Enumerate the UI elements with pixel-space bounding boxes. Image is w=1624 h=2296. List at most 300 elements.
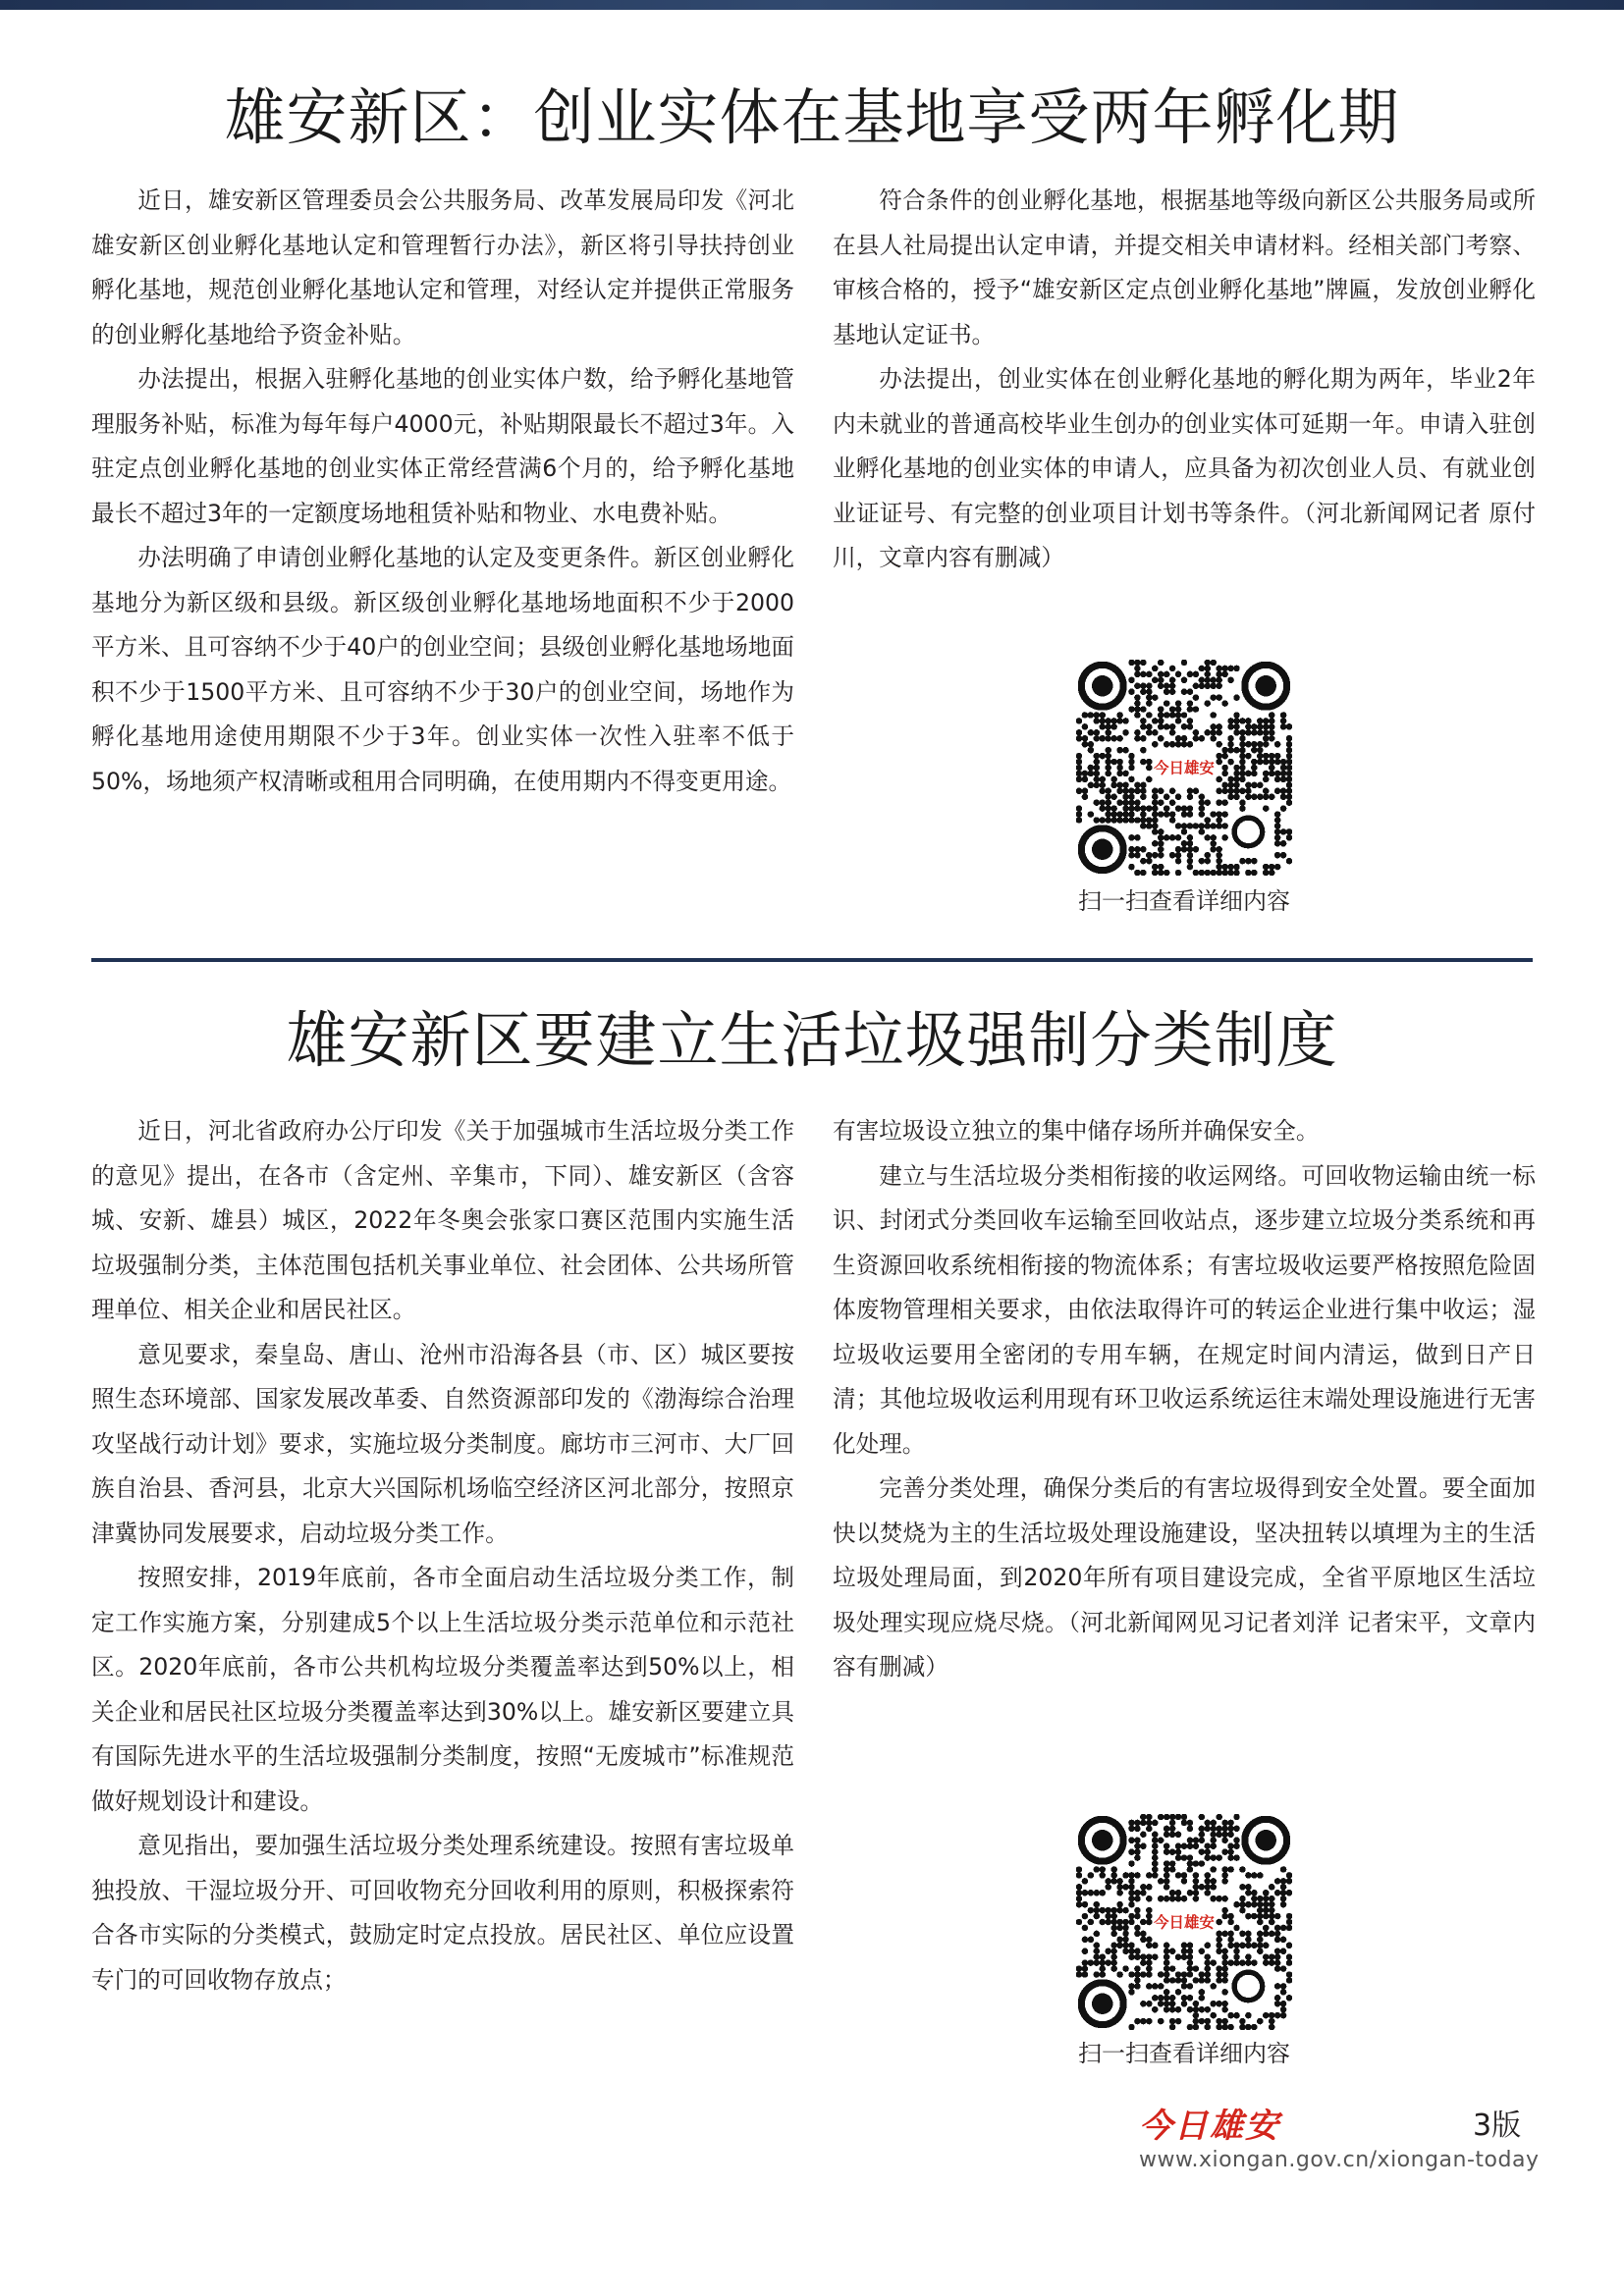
qr-module — [1140, 706, 1147, 713]
qr-module — [1205, 1872, 1212, 1879]
qr-module — [1263, 741, 1270, 748]
qr-module — [1216, 741, 1222, 748]
qr-module — [1239, 1943, 1246, 1949]
qr-module — [1088, 729, 1095, 736]
qr-module — [1169, 817, 1176, 824]
qr-module — [1116, 782, 1123, 789]
qr-module — [1210, 712, 1217, 719]
qr-module — [1128, 1971, 1135, 1978]
qr-module — [1169, 666, 1176, 672]
qr-module — [1128, 834, 1135, 841]
qr-module — [1164, 1884, 1170, 1891]
qr-module — [1099, 1907, 1106, 1914]
qr-module — [1233, 788, 1240, 795]
qr-module — [1128, 793, 1135, 800]
qr-module — [1082, 1913, 1089, 1920]
qr-module — [1263, 753, 1270, 760]
qr-module — [1286, 1890, 1292, 1896]
qr-module — [1216, 1931, 1222, 1938]
qr-module — [1134, 1948, 1141, 1954]
qr-module — [1110, 1866, 1117, 1873]
qr-module — [1193, 2018, 1200, 2025]
qr-module — [1187, 1842, 1194, 1849]
qr-module — [1158, 834, 1164, 841]
qr-module — [1274, 811, 1281, 818]
qr-module — [1257, 1913, 1264, 1920]
qr-module — [1187, 823, 1194, 829]
qr-module — [1227, 1931, 1234, 1938]
qr-module — [1082, 712, 1089, 719]
qr-module — [1076, 805, 1082, 812]
qr-module — [1216, 817, 1222, 824]
qr-module — [1152, 870, 1159, 876]
qr-module — [1122, 1919, 1129, 1926]
qr-module — [1164, 682, 1170, 689]
qr-module — [1175, 2018, 1182, 2025]
qr-module — [1134, 852, 1141, 859]
qr-module — [1205, 2018, 1212, 2025]
qr-module — [1286, 1971, 1292, 1978]
qr-alignment-mark — [1234, 1972, 1263, 2001]
qr-module — [1164, 1965, 1170, 1972]
qr-module — [1134, 671, 1141, 678]
qr-module — [1193, 1965, 1200, 1972]
qr-module — [1128, 1848, 1135, 1855]
qr-module — [1169, 1820, 1176, 1827]
qr-module — [1134, 1848, 1141, 1855]
qr-module — [1263, 723, 1270, 730]
qr-module — [1169, 1995, 1176, 2002]
qr-module — [1193, 1890, 1200, 1896]
qr-module — [1199, 828, 1206, 835]
qr-module — [1199, 1832, 1206, 1839]
qr-module — [1216, 753, 1222, 760]
qr-module — [1140, 788, 1147, 795]
qr-module — [1169, 1814, 1176, 1820]
qr-module — [1245, 782, 1252, 789]
qr-module — [1280, 840, 1287, 847]
qr-code-2[interactable] — [1076, 1814, 1292, 2030]
qr-module — [1227, 741, 1234, 748]
qr-module — [1169, 788, 1176, 795]
qr-module — [1263, 735, 1270, 742]
qr-module — [1158, 870, 1164, 876]
qr-module — [1274, 817, 1281, 824]
qr-module — [1094, 799, 1101, 806]
qr-module — [1164, 671, 1170, 678]
qr-module — [1216, 2018, 1222, 2025]
qr-module — [1245, 793, 1252, 800]
qr-module — [1227, 1866, 1234, 1873]
qr-module — [1088, 771, 1095, 777]
qr-module — [1269, 1884, 1275, 1891]
qr-module — [1227, 723, 1234, 730]
qr-module — [1205, 1854, 1212, 1861]
qr-module — [1169, 1977, 1176, 1984]
qr-module — [1233, 1901, 1240, 1908]
qr-module — [1263, 1907, 1270, 1914]
qr-module — [1105, 729, 1111, 736]
qr-module — [1152, 694, 1159, 701]
qr-module — [1094, 1959, 1101, 1966]
qr-module — [1105, 1959, 1111, 1966]
qr-module — [1205, 858, 1212, 865]
qr-module — [1181, 1948, 1188, 1954]
qr-module — [1128, 1948, 1135, 1954]
qr-module — [1152, 811, 1159, 818]
qr-module — [1116, 1925, 1123, 1932]
qr-module — [1134, 1890, 1141, 1896]
qr-module — [1216, 1814, 1222, 1820]
qr-module — [1199, 682, 1206, 689]
qr-module — [1169, 712, 1176, 719]
qr-module — [1105, 771, 1111, 777]
qr-module — [1245, 1884, 1252, 1891]
qr-module — [1221, 1948, 1228, 1954]
qr-module — [1193, 846, 1200, 853]
qr-module — [1210, 735, 1217, 742]
qr-module — [1286, 735, 1292, 742]
qr-module — [1116, 765, 1123, 772]
qr-module — [1164, 741, 1170, 748]
qr-module — [1216, 671, 1222, 678]
qr-module — [1140, 1937, 1147, 1944]
qr-module — [1146, 805, 1153, 812]
qr-module — [1169, 1848, 1176, 1855]
qr-module — [1269, 793, 1275, 800]
qr-module — [1199, 1995, 1206, 2002]
qr-module — [1245, 1953, 1252, 1960]
qr-module — [1128, 799, 1135, 806]
qr-module — [1094, 753, 1101, 760]
qr-module — [1205, 1848, 1212, 1855]
qr-module — [1158, 788, 1164, 795]
qr-module — [1251, 1913, 1258, 1920]
qr-module — [1257, 1943, 1264, 1949]
qr-module — [1140, 1959, 1147, 1966]
qr-module — [1269, 735, 1275, 742]
qr-module — [1146, 1884, 1153, 1891]
qr-module — [1263, 759, 1270, 766]
qr-module — [1187, 1959, 1194, 1966]
qr-module — [1269, 1919, 1275, 1926]
qr-module — [1158, 852, 1164, 859]
qr-module — [1128, 1837, 1135, 1843]
qr-module — [1269, 870, 1275, 876]
qr-module — [1082, 1878, 1089, 1885]
qr-module — [1164, 1872, 1170, 1879]
qr-module — [1116, 771, 1123, 777]
qr-module — [1221, 782, 1228, 789]
qr-module — [1193, 823, 1200, 829]
qr-module — [1187, 688, 1194, 695]
article1-paragraph: 办法提出，创业实体在创业孵化基地的孵化期为两年，毕业2年内未就业的普通高校毕业生创办的创业实体可延期一年。申请入驻创业孵化基地的创业实体的申请人，应具备为初次创业人员、有就业创业证证号、有完整的创业项目计划书等条件。（河北新闻网记者 原付川，文章内容有删减） — [833, 365, 1536, 571]
qr-module — [1199, 858, 1206, 865]
qr-module — [1152, 1854, 1159, 1861]
qr-module — [1152, 799, 1159, 806]
qr-module — [1274, 864, 1281, 871]
qr-module — [1164, 1878, 1170, 1885]
qr-module — [1199, 1989, 1206, 1996]
qr-module — [1221, 1848, 1228, 1855]
qr-module — [1274, 1878, 1281, 1885]
qr-module — [1164, 811, 1170, 818]
qr-module — [1216, 870, 1222, 876]
qr-module — [1286, 788, 1292, 795]
qr-module — [1082, 1937, 1089, 1944]
qr-module — [1210, 846, 1217, 853]
qr-module — [1181, 1995, 1188, 2002]
qr-module — [1122, 817, 1129, 824]
qr-module — [1076, 771, 1082, 777]
qr-module — [1146, 712, 1153, 719]
qr-module — [1164, 1995, 1170, 2002]
qr-module — [1221, 1820, 1228, 1827]
qr-module — [1269, 712, 1275, 719]
qr-module — [1274, 2012, 1281, 2019]
qr-module — [1210, 1896, 1217, 1902]
qr-module — [1216, 858, 1222, 865]
qr-module — [1169, 2001, 1176, 2007]
qr-module — [1094, 1907, 1101, 1914]
qr-module — [1274, 776, 1281, 783]
qr-module — [1140, 858, 1147, 865]
qr-module — [1187, 671, 1194, 678]
qr-module — [1216, 864, 1222, 871]
qr-module — [1181, 1896, 1188, 1902]
qr-module — [1134, 799, 1141, 806]
qr-module — [1257, 723, 1264, 730]
qr-module — [1169, 834, 1176, 841]
qr-module — [1116, 1884, 1123, 1891]
qr-module — [1152, 793, 1159, 800]
qr-module — [1227, 1959, 1234, 1966]
qr-module — [1257, 793, 1264, 800]
qr-module — [1140, 782, 1147, 789]
qr-module — [1082, 741, 1089, 748]
qr-module — [1193, 1860, 1200, 1867]
qr-module — [1221, 1826, 1228, 1833]
qr-module — [1269, 1913, 1275, 1920]
article2-headline: 雄安新区要建立生活垃圾强制分类制度 — [286, 1004, 1338, 1076]
qr-module — [1227, 747, 1234, 754]
qr-module — [1158, 811, 1164, 818]
qr-module — [1076, 1896, 1082, 1902]
qr-module — [1239, 1866, 1246, 1873]
qr-module — [1233, 782, 1240, 789]
qr-module — [1239, 771, 1246, 777]
qr-module — [1099, 1872, 1106, 1879]
qr-finder-dot — [1092, 839, 1112, 860]
qr-module — [1175, 1832, 1182, 1839]
qr-module — [1245, 858, 1252, 865]
qr-module — [1099, 1866, 1106, 1873]
qr-module — [1134, 700, 1141, 707]
qr-module — [1164, 1896, 1170, 1902]
qr-module — [1205, 1878, 1212, 1885]
qr-module — [1146, 776, 1153, 783]
qr-module — [1175, 1971, 1182, 1978]
qr-module — [1116, 712, 1123, 719]
qr-module — [1099, 817, 1106, 824]
qr-module — [1216, 2024, 1222, 2030]
qr-module — [1175, 2006, 1182, 2013]
qr-module — [1193, 735, 1200, 742]
qr-module — [1233, 1854, 1240, 1861]
qr-module — [1216, 1832, 1222, 1839]
qr-module — [1274, 753, 1281, 760]
qr-code-1[interactable] — [1076, 660, 1292, 876]
qr-module — [1187, 852, 1194, 859]
qr-module — [1134, 1977, 1141, 1984]
qr-module — [1205, 1959, 1212, 1966]
qr-module — [1269, 765, 1275, 772]
qr-module — [1105, 811, 1111, 818]
qr-module — [1175, 805, 1182, 812]
qr-module — [1152, 1983, 1159, 1990]
footer-url[interactable]: www.xiongan.gov.cn/xiongan-today — [1139, 2148, 1540, 2172]
qr-module — [1205, 852, 1212, 859]
qr-module — [1233, 2012, 1240, 2019]
qr-module — [1110, 1919, 1117, 1926]
qr-module — [1257, 1931, 1264, 1938]
qr-module — [1251, 858, 1258, 865]
qr-module — [1146, 1943, 1153, 1949]
qr-module — [1210, 729, 1217, 736]
qr-module — [1286, 741, 1292, 748]
qr-module — [1158, 1837, 1164, 1843]
qr-module — [1205, 671, 1212, 678]
qr-module — [1158, 1995, 1164, 2002]
qr-module — [1227, 1832, 1234, 1839]
qr-module — [1099, 1890, 1106, 1896]
qr-module — [1105, 759, 1111, 766]
qr-module — [1152, 1848, 1159, 1855]
qr-module — [1169, 1896, 1176, 1902]
qr-module — [1280, 765, 1287, 772]
qr-module — [1128, 688, 1135, 695]
qr-module — [1169, 1826, 1176, 1833]
qr-module — [1110, 1907, 1117, 1914]
qr-module — [1146, 1814, 1153, 1820]
qr-module — [1094, 771, 1101, 777]
qr-module — [1088, 712, 1095, 719]
qr-module — [1122, 718, 1129, 724]
qr-module — [1199, 799, 1206, 806]
qr-module — [1280, 805, 1287, 812]
qr-module — [1076, 788, 1082, 795]
qr-module — [1076, 759, 1082, 766]
qr-module — [1076, 1872, 1082, 1879]
qr-module — [1233, 864, 1240, 871]
qr-module — [1152, 1820, 1159, 1827]
qr-module — [1146, 688, 1153, 695]
qr-module — [1116, 817, 1123, 824]
qr-module — [1082, 1925, 1089, 1932]
qr-module — [1099, 753, 1106, 760]
qr-module — [1227, 1943, 1234, 1949]
qr-module — [1140, 747, 1147, 754]
qr-module — [1082, 776, 1089, 783]
qr-module — [1152, 817, 1159, 824]
qr-module — [1076, 1965, 1082, 1972]
article1-paragraph: 办法明确了申请创业孵化基地的认定及变更条件。新区创业孵化基地分为新区级和县级。新区级创业孵化基地场地面积不少于2000平方米、且可容纳不少于40户的创业空间；县级创业孵化基地场地面积不少于1500平方米、且可容纳不少于30户的创业空间，场地作为孵化基地用途使用期限不少于3年。创业实体一次性入驻率不低于50%，场地须产权清晰或租用合同明确，在使用期内不得变更用途。 — [91, 544, 794, 795]
qr-module — [1128, 776, 1135, 783]
qr-module — [1152, 864, 1159, 871]
qr-module — [1187, 1854, 1194, 1861]
qr-module — [1216, 846, 1222, 853]
qr-module — [1245, 1931, 1252, 1938]
qr-module — [1239, 1959, 1246, 1966]
qr-module — [1146, 1965, 1153, 1972]
qr-module — [1076, 1919, 1082, 1926]
qr-module — [1099, 1919, 1106, 1926]
qr-module — [1274, 1913, 1281, 1920]
qr-module — [1221, 2006, 1228, 2013]
qr-module — [1205, 1953, 1212, 1960]
qr-module — [1140, 1832, 1147, 1839]
qr-module — [1205, 700, 1212, 707]
qr-module — [1181, 677, 1188, 684]
qr-module — [1280, 1878, 1287, 1885]
qr-module — [1116, 799, 1123, 806]
qr-module — [1164, 1826, 1170, 1833]
qr-module — [1187, 858, 1194, 865]
qr-module — [1146, 817, 1153, 824]
qr-module — [1140, 811, 1147, 818]
qr-module — [1205, 2006, 1212, 2013]
qr-module — [1175, 1977, 1182, 1984]
qr-module — [1105, 1884, 1111, 1891]
qr-module — [1280, 1896, 1287, 1902]
qr-module — [1199, 1977, 1206, 1984]
qr-module — [1216, 776, 1222, 783]
qr-module — [1088, 1907, 1095, 1914]
qr-module — [1175, 846, 1182, 853]
qr-module — [1187, 2024, 1194, 2030]
qr-module — [1199, 823, 1206, 829]
qr-module — [1128, 660, 1135, 666]
qr-module — [1221, 1896, 1228, 1902]
qr-module — [1181, 723, 1188, 730]
qr-module — [1094, 1913, 1101, 1920]
qr-module — [1221, 1872, 1228, 1879]
qr-module — [1169, 741, 1176, 748]
qr-module — [1274, 1965, 1281, 1972]
qr-module — [1134, 846, 1141, 853]
qr-module — [1099, 712, 1106, 719]
qr-module — [1181, 828, 1188, 835]
qr-module — [1286, 1913, 1292, 1920]
qr-module — [1110, 1959, 1117, 1966]
qr-module — [1105, 747, 1111, 754]
qr-module — [1199, 666, 1206, 672]
qr-module — [1205, 1943, 1212, 1949]
qr-module — [1210, 723, 1217, 730]
qr-module — [1099, 735, 1106, 742]
qr-module — [1181, 1971, 1188, 1978]
qr-module — [1199, 1848, 1206, 1855]
qr-module — [1227, 1848, 1234, 1855]
qr-module — [1216, 759, 1222, 766]
qr-module — [1193, 788, 1200, 795]
qr-module — [1221, 1971, 1228, 1978]
qr-module — [1239, 747, 1246, 754]
qr-module — [1286, 1953, 1292, 1960]
qr-module — [1175, 700, 1182, 707]
qr-module — [1286, 799, 1292, 806]
qr-module — [1175, 1814, 1182, 1820]
